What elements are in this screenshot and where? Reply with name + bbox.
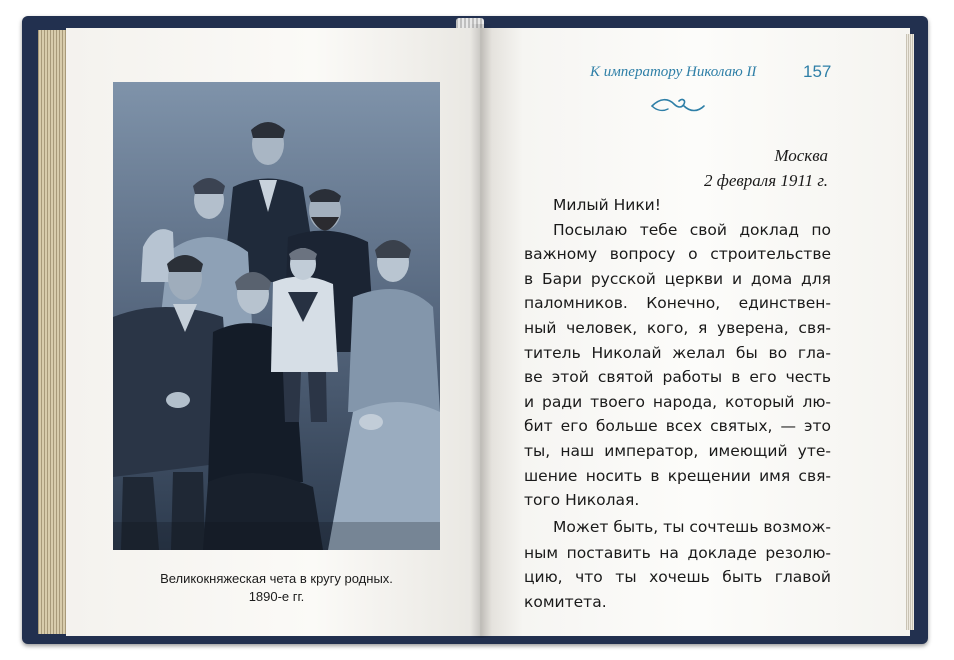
text-line: Может быть, ты сочтешь возмож- <box>553 517 831 536</box>
letter-body <box>524 193 831 615</box>
text-line: ве этой святой работы в его честь <box>524 368 831 387</box>
right-page-edges <box>906 34 914 630</box>
text-line: ный человек, кого, я уверена, свя- <box>524 318 831 337</box>
text-line: титель Николай желал бы во гла- <box>524 343 831 362</box>
photo-caption <box>113 570 440 606</box>
running-head: К императору Николаю II <box>590 64 757 80</box>
letter-date: 2 февраля 1911 г. <box>704 171 828 190</box>
text-line: бит его больше всех святых, — это <box>524 417 831 436</box>
flourish-ornament-icon <box>648 94 708 118</box>
letter-place: Москва <box>774 146 828 165</box>
family-photo-image <box>113 82 440 550</box>
text-line: ным поставить на докладе резолю- <box>524 543 831 562</box>
text-line: ты, наш император, имеющий уте- <box>524 441 831 460</box>
text-line: комитета. <box>524 592 607 611</box>
text-line: цию, что ты хочешь быть главой <box>524 568 831 587</box>
caption-line-1: Великокняжеская чета в кругу родных. <box>160 571 393 586</box>
book-spine-shadow <box>470 24 492 638</box>
text-line: шение носить в крещении имя свя- <box>524 466 831 485</box>
text-line: Посылаю тебе свой доклад по <box>553 220 831 239</box>
caption-line-2: 1890-е гг. <box>248 589 305 604</box>
family-photo <box>113 82 440 550</box>
text-line: того Николая. <box>524 491 640 510</box>
letter-salutation: Милый Ники! <box>553 196 661 214</box>
text-line: важному вопросу о строительстве <box>524 245 831 264</box>
text-line: паломников. Конечно, единствен- <box>524 294 831 313</box>
text-line: в Бари русской церкви и дома для <box>524 269 831 288</box>
text-line: и ради твоего народа, который лю- <box>524 392 831 411</box>
letter-place-date <box>704 143 828 193</box>
page-number: 157 <box>803 62 832 81</box>
